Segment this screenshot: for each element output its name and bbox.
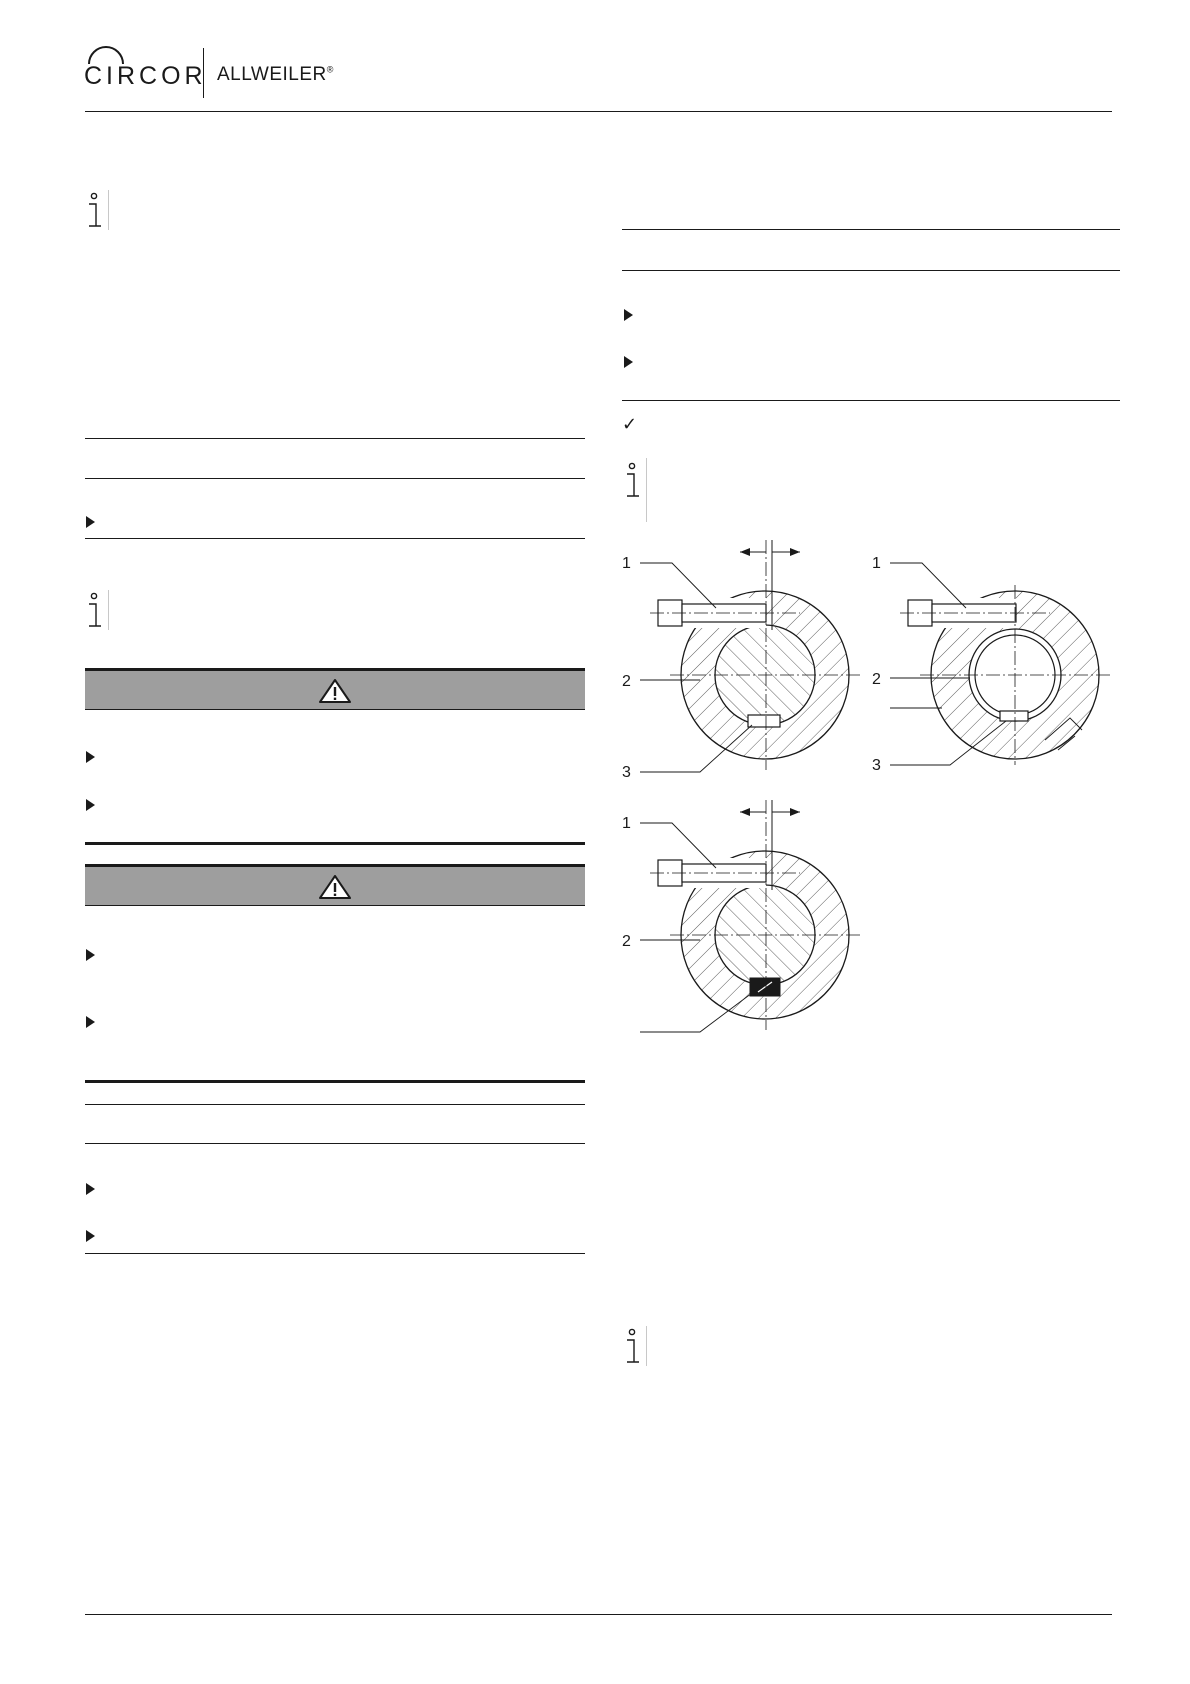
footer-rule [85, 1614, 1112, 1615]
result-check-mark: ✓ [622, 414, 638, 434]
triangle-bullet-icon [624, 309, 633, 321]
triangle-bullet-icon [624, 356, 633, 368]
header-rule [85, 111, 1112, 112]
section-rule [85, 438, 585, 439]
info-note-divider [646, 458, 647, 522]
section-rule [85, 478, 585, 479]
warning-bar [85, 864, 585, 906]
warning-triangle-icon [318, 678, 352, 704]
section-rule [622, 270, 1120, 271]
section-rule [85, 842, 585, 845]
figure-c-callout-2: 2 [622, 933, 631, 950]
figure-b-callout-3: 3 [872, 757, 881, 774]
info-note-divider [108, 190, 109, 230]
logo-allweiler [217, 64, 334, 86]
info-icon [84, 192, 114, 236]
triangle-bullet-icon [86, 1016, 95, 1028]
warning-triangle-icon [318, 874, 352, 900]
section-rule [85, 1104, 585, 1105]
section-rule [85, 538, 585, 539]
triangle-bullet-icon [86, 1230, 95, 1242]
figure-hub-keyway-c [620, 800, 870, 1040]
logo-allweiler-text: ALLWEILER [217, 64, 327, 85]
info-note-divider [646, 1326, 647, 1366]
triangle-bullet-icon [86, 1183, 95, 1195]
figure-a-callout-3: 3 [622, 764, 631, 780]
figure-hub-keyway-a [620, 540, 870, 780]
figure-c-callout-1: 1 [622, 815, 631, 832]
section-rule [85, 1080, 585, 1083]
info-icon [84, 592, 114, 636]
logo-divider [203, 48, 204, 98]
triangle-bullet-icon [86, 516, 95, 528]
logo-circor: CIRCOR [84, 62, 207, 90]
info-icon [622, 1328, 652, 1372]
figure-hub-keyway-b [870, 540, 1120, 780]
figure-b-callout-2: 2 [872, 671, 881, 688]
section-rule [622, 229, 1120, 230]
section-rule [622, 400, 1120, 401]
figure-a-callout-2: 2 [622, 673, 631, 690]
info-icon [622, 462, 652, 506]
section-rule [85, 1253, 585, 1254]
figure-b-callout-1: 1 [872, 555, 881, 572]
triangle-bullet-icon [86, 949, 95, 961]
triangle-bullet-icon [86, 751, 95, 763]
warning-bar [85, 668, 585, 710]
info-note-divider [108, 590, 109, 630]
section-rule [85, 1143, 585, 1144]
registered-mark: ® [326, 64, 334, 75]
triangle-bullet-icon [86, 799, 95, 811]
figure-a-callout-1: 1 [622, 555, 631, 572]
